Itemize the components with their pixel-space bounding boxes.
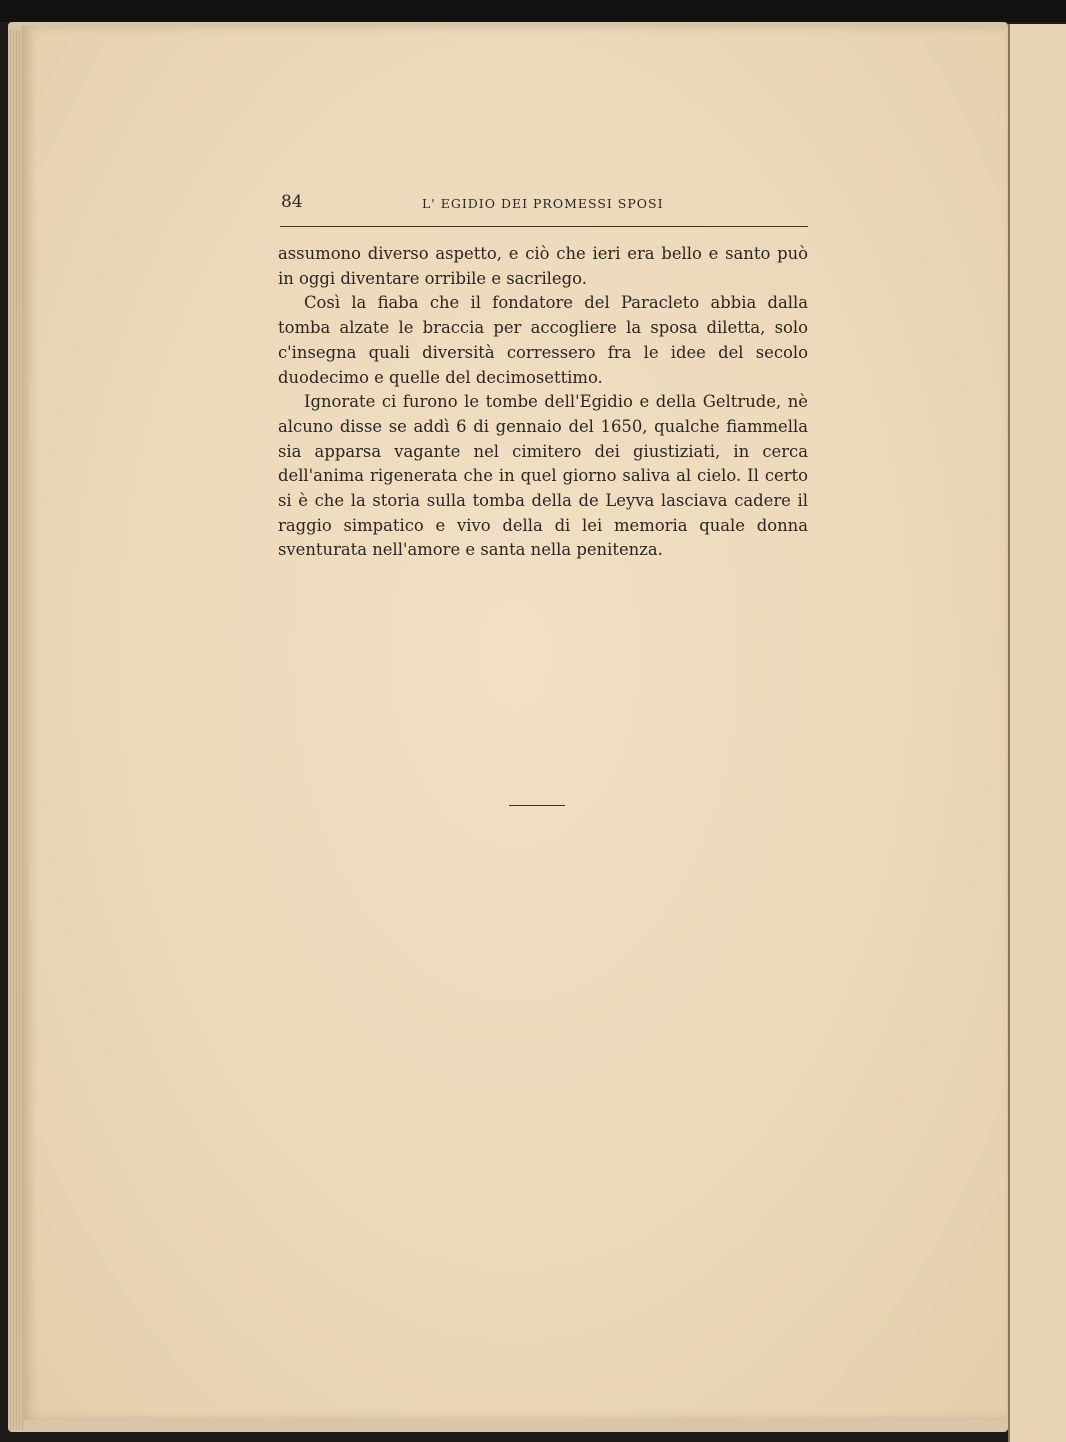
facing-page-edge [1008, 24, 1066, 1442]
running-head: L' EGIDIO DEI PROMESSI SPOSI [422, 196, 664, 211]
book-page [22, 26, 1007, 1420]
chapter-end-rule [509, 805, 565, 806]
body-text [278, 242, 808, 563]
paragraph: Così la fiaba che il fondatore del Paracleto abbia dalla tomba alzate le braccia per accogliere la sposa diletta, solo c'insegna quali diversità corressero fra le idee del secolo duodecimo e quelle del decimosettimo. [278, 293, 808, 387]
paragraph-continuation: assumono diverso aspetto, e ciò che ieri era bello e santo può in oggi diventare orribile e sacrilego. [278, 244, 808, 288]
scanner-background [0, 0, 1066, 22]
page-header [280, 190, 808, 227]
paragraph: Ignorate ci furono le tombe dell'Egidio e della Geltrude, nè alcuno disse se addì 6 di gennaio del 1650, qualche fiammella sia apparsa vagante nel cimitero dei giustiziati, in cerca dell'anima rigenerata che in quel giorno saliva al cielo. Il certo si è che la storia sulla tomba della de Leyva lasciava cadere il raggio simpatico e vivo della di lei memoria quale donna sventurata nell'amore e santa nella penitenza. [278, 392, 808, 560]
page-number: 84 [281, 192, 303, 212]
